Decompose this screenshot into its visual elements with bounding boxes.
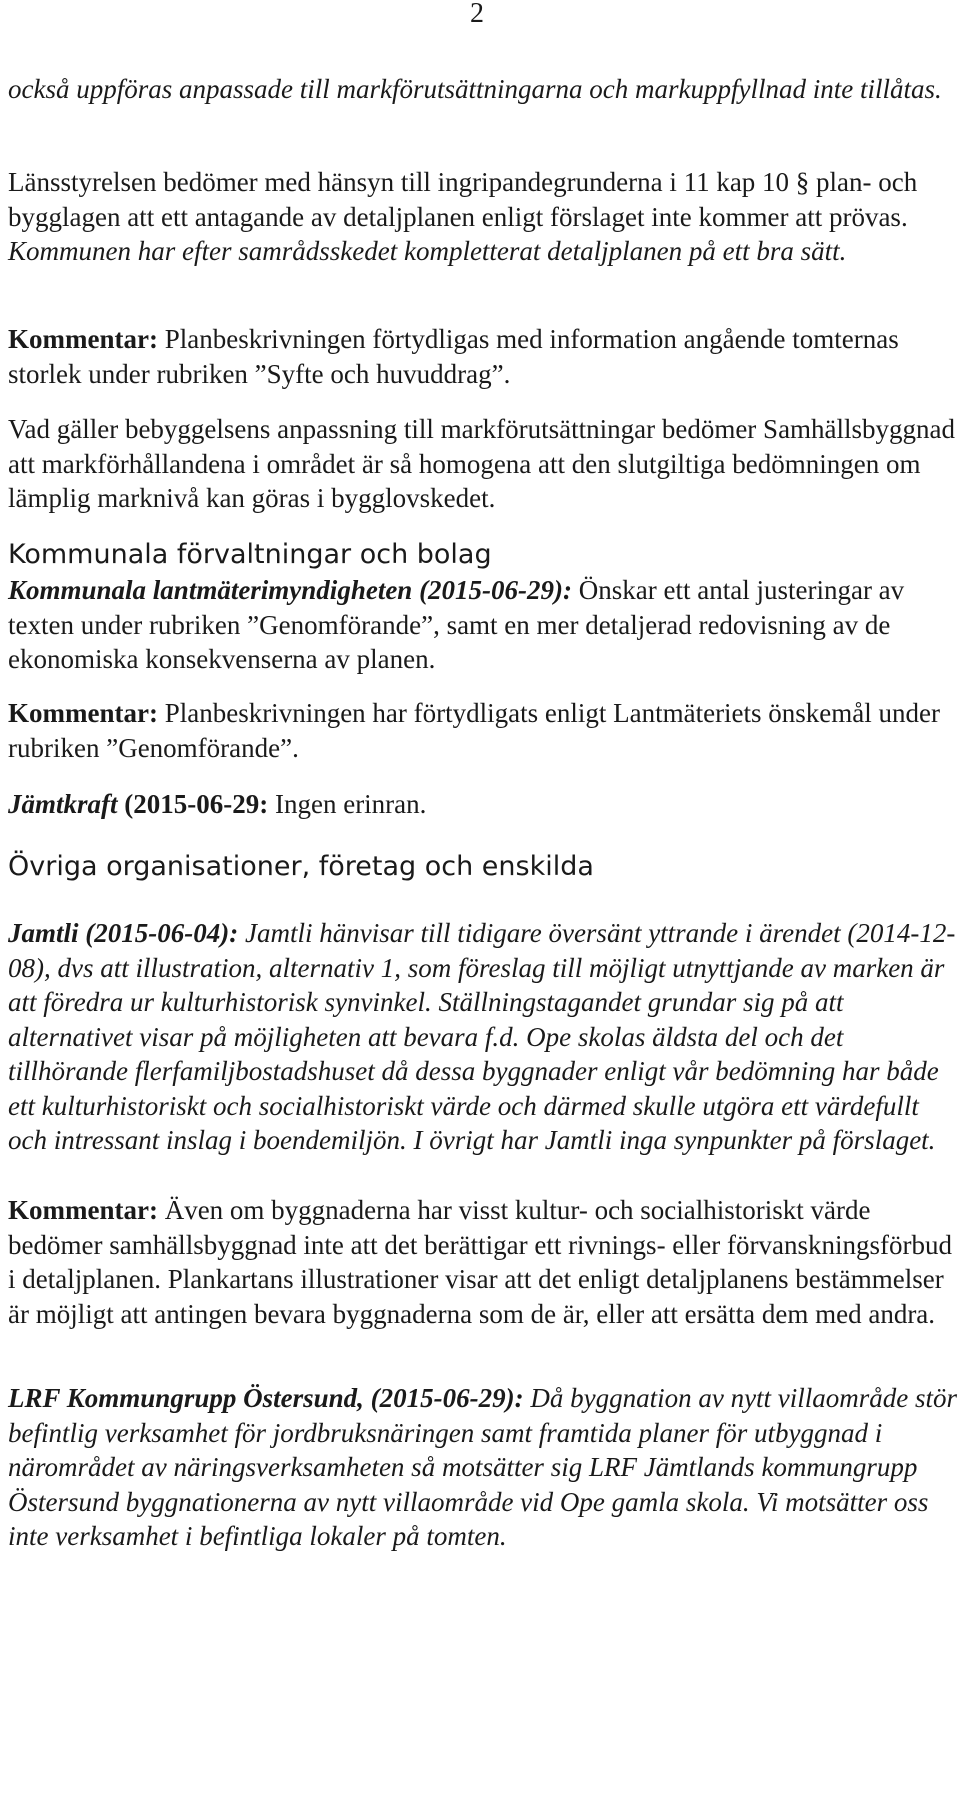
paragraph-jamtli [8, 916, 958, 1158]
comment-paragraph-3 [8, 1193, 958, 1331]
comment-text: Även om byggnaderna har visst kultur- och socialhistoriskt värde bedömer samhällsbyggnad inte att det berättigar ett rivnings- eller förvanskningsförbud i detaljplanen. Plankartans illustrationer visar att det enligt detaljplanens bestämmelser är möjligt att antingen bevara byggnaderna som de är, eller att ersätta dem med andra. [8, 1195, 952, 1329]
jamtli-label: Jamtli (2015-06-04): [8, 918, 239, 948]
jamtkraft-text: Ingen erinran. [268, 789, 427, 819]
lantmateri-label: Kommunala lantmäterimyndigheten (2015-06-29): [8, 575, 573, 605]
comment-label: Kommentar: [8, 698, 158, 728]
paragraph-lantmateri [8, 573, 958, 677]
lansstyrelsen-text: Länsstyrelsen bedömer med hänsyn till ingripandegrunderna i 11 kap 10 § plan- och bygglagen att ett antagande av detaljplanen enligt förslaget inte kommer att prövas. [8, 167, 918, 232]
comment-text: Planbeskrivningen förtydligas med information angående tomternas storlek under rubriken ”Syfte och huvuddrag”. [8, 324, 899, 389]
lrf-text: Då byggnation av nytt villaområde stör befintlig verksamhet för jordbruksnäringen samt framtida planer för utbyggnad i närområdet av näringsverksamheten så motsätter sig LRF Jämtlands kommungrupp Östersund byggnationerna av nytt villaområde vid Ope gamla skola. Vi motsätter oss inte verksamhet i befintliga lokaler på tomten. [8, 1383, 958, 1551]
comment-label: Kommentar: [8, 1195, 158, 1225]
comment-paragraph-1 [8, 322, 958, 391]
paragraph-jamtkraft [8, 787, 958, 822]
lansstyrelsen-italic-text: Kommunen har efter samrådsskedet kompletterat detaljplanen på ett bra sätt. [8, 236, 847, 266]
jamtkraft-label: Jämtkraft [8, 789, 118, 819]
page-number: 2 [470, 0, 484, 29]
paragraph-lrf [8, 1381, 958, 1554]
jamtli-text: Jamtli hänvisar till tidigare översänt yttrande i ärendet (2014-12-08), dvs att illustration, alternativ 1, som föreslag till möjligt utnyttjande av marken är att föredra ur kulturhistorisk synvinkel. Ställningstagandet grundar sig på att alternativet visar på möjligheten att bevara f.d. Ope skolas äldsta del och det tillhörande flerfamiljbostadshuset då dessa byggnader enligt vår bedömning har både ett kulturhistoriskt och socialhistoriskt värde och därmed skulle utgöra ett värdefullt och intressant inslag i boendemiljön. I övrigt har Jamtli inga synpunkter på förslaget. [8, 918, 956, 1155]
paragraph-lansstyrelsen [8, 165, 958, 269]
paragraph-markforutsattningar: Vad gäller bebyggelsens anpassning till markförutsättningar bedömer Samhällsbyggnad att markförhållandena i området är så homogena att den slutgiltiga bedömningen om lämplig marknivå kan göras i bygglovskedet. [8, 414, 956, 513]
comment-text: Planbeskrivningen har förtydligats enligt Lantmäteriets önskemål under rubriken ”Genomförande”. [8, 698, 941, 763]
lantmateri-text: Önskar ett antal justeringar av texten under rubriken ”Genomförande”, samt en mer detaljerad redovisning av de ekonomiska konsekvenserna av planen. [8, 575, 905, 674]
lrf-label: LRF Kommungrupp Östersund, (2015-06-29): [8, 1383, 524, 1413]
comment-paragraph-2 [8, 696, 958, 765]
section-heading-ovriga: Övriga organisationer, företag och enskilda [8, 851, 594, 882]
comment-label: Kommentar: [8, 324, 158, 354]
jamtkraft-date: (2015-06-29: [117, 789, 269, 819]
paragraph-continuation: också uppföras anpassade till markförutsättningarna och markuppfyllnad inte tillåtas. [8, 74, 942, 104]
section-heading-kommunala: Kommunala förvaltningar och bolag [8, 539, 492, 570]
